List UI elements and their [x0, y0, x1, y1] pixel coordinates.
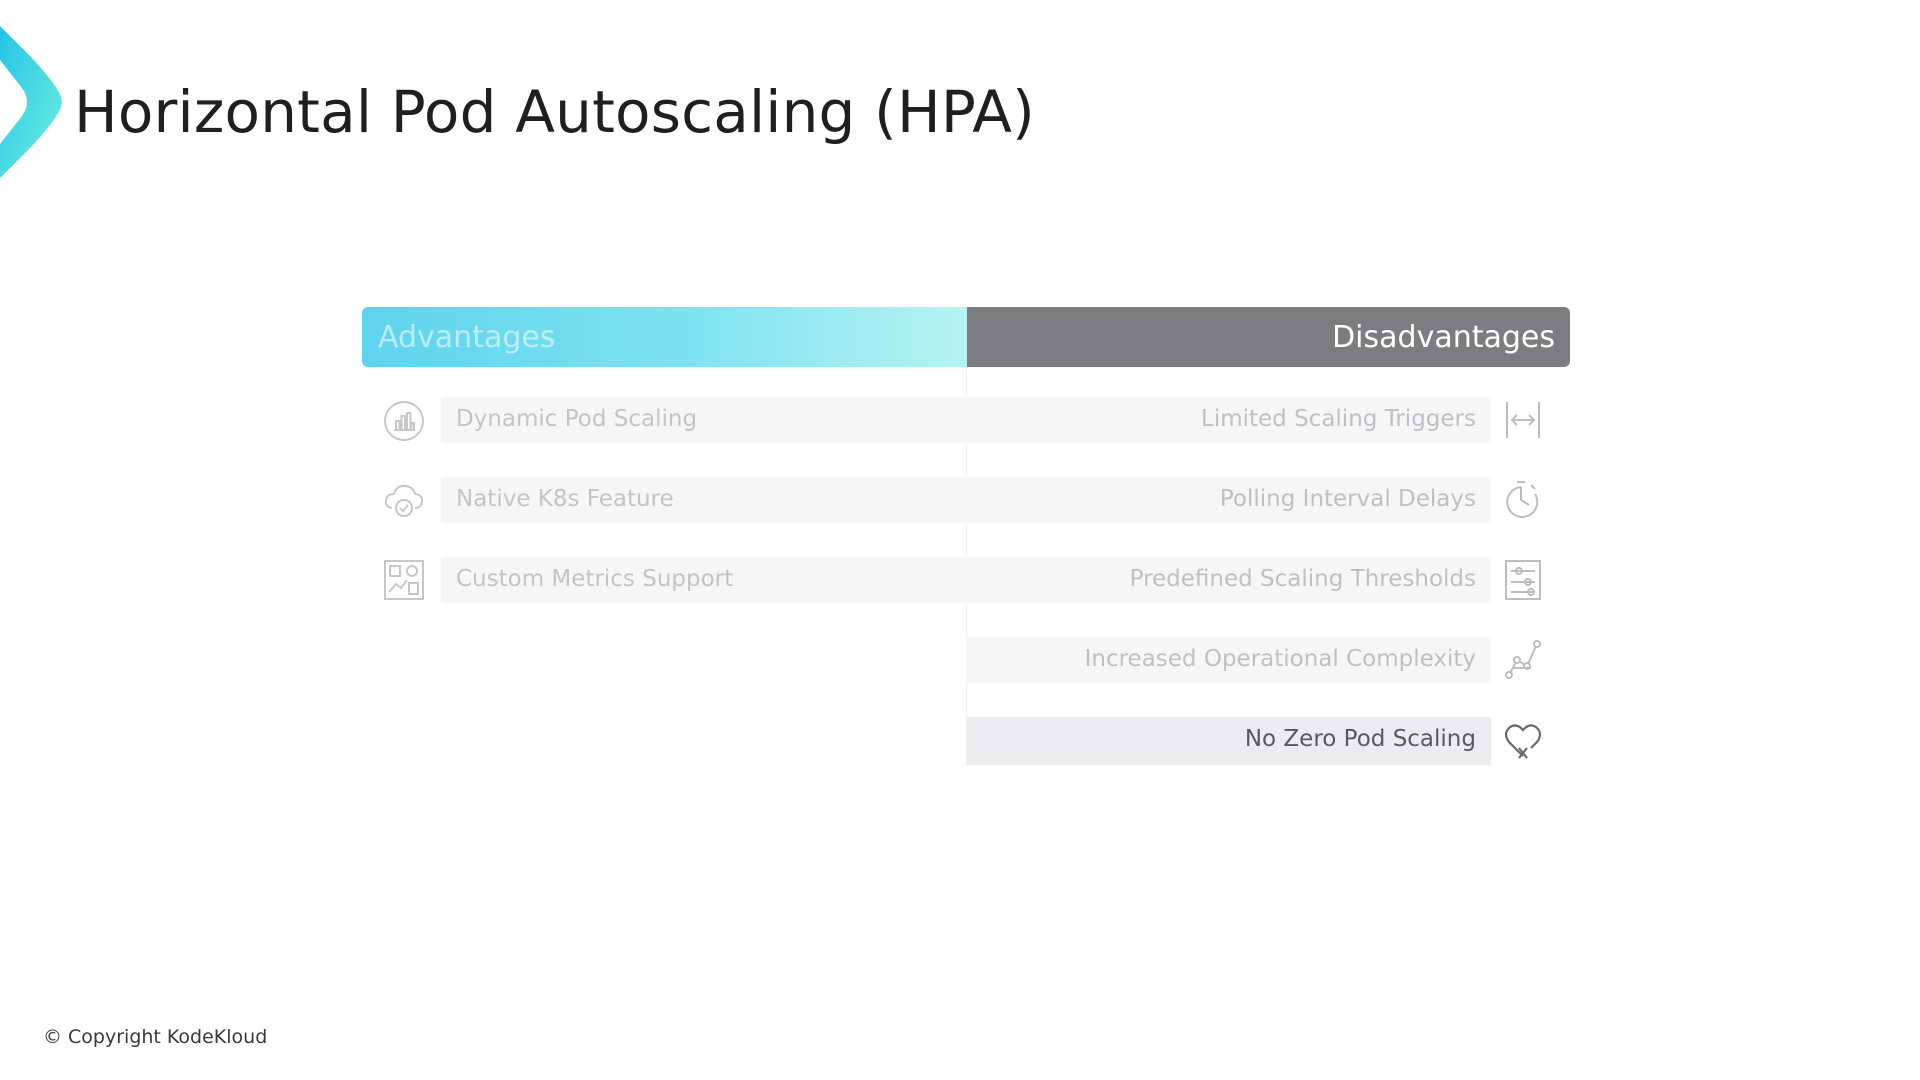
- advantages-header: [362, 307, 967, 367]
- advantage-row: [441, 557, 966, 603]
- comparison-header: [362, 307, 1570, 367]
- bar-chart-circle-icon: [382, 399, 426, 443]
- advantage-label: Native K8s Feature: [456, 486, 674, 512]
- advantage-label: Custom Metrics Support: [456, 566, 734, 592]
- disadvantage-label: No Zero Pod Scaling: [1244, 726, 1476, 752]
- dashboard-metrics-icon: [382, 558, 426, 602]
- advantage-row: [441, 477, 966, 523]
- disadvantage-label: Polling Interval Delays: [1219, 486, 1476, 512]
- disadvantage-row-active: [966, 717, 1491, 765]
- disadvantage-label: Increased Operational Complexity: [1084, 646, 1476, 672]
- advantage-label: Dynamic Pod Scaling: [456, 406, 698, 432]
- page-title: Horizontal Pod Autoscaling (HPA): [74, 78, 1035, 146]
- disadvantages-header: [967, 307, 1570, 367]
- threshold-settings-icon: [1501, 558, 1545, 602]
- chevron-logo-icon: [0, 26, 64, 178]
- disadvantage-label: Limited Scaling Triggers: [1201, 406, 1476, 432]
- complex-graph-icon: [1501, 638, 1545, 682]
- timer-icon: [1501, 478, 1545, 522]
- disadvantage-row: [966, 637, 1491, 683]
- cloud-check-icon: [382, 478, 426, 522]
- disadvantage-label: Predefined Scaling Thresholds: [1129, 566, 1476, 592]
- heart-cross-icon: [1501, 718, 1545, 762]
- advantage-row: [441, 397, 966, 443]
- disadvantages-header-label: Disadvantages: [1332, 320, 1555, 355]
- disadvantage-row: [966, 557, 1491, 603]
- copyright-footer: © Copyright KodeKloud: [43, 1026, 268, 1048]
- disadvantage-row: [966, 477, 1491, 523]
- width-limit-icon: [1501, 398, 1545, 442]
- disadvantage-row: [966, 397, 1491, 443]
- advantages-header-label: Advantages: [378, 320, 556, 355]
